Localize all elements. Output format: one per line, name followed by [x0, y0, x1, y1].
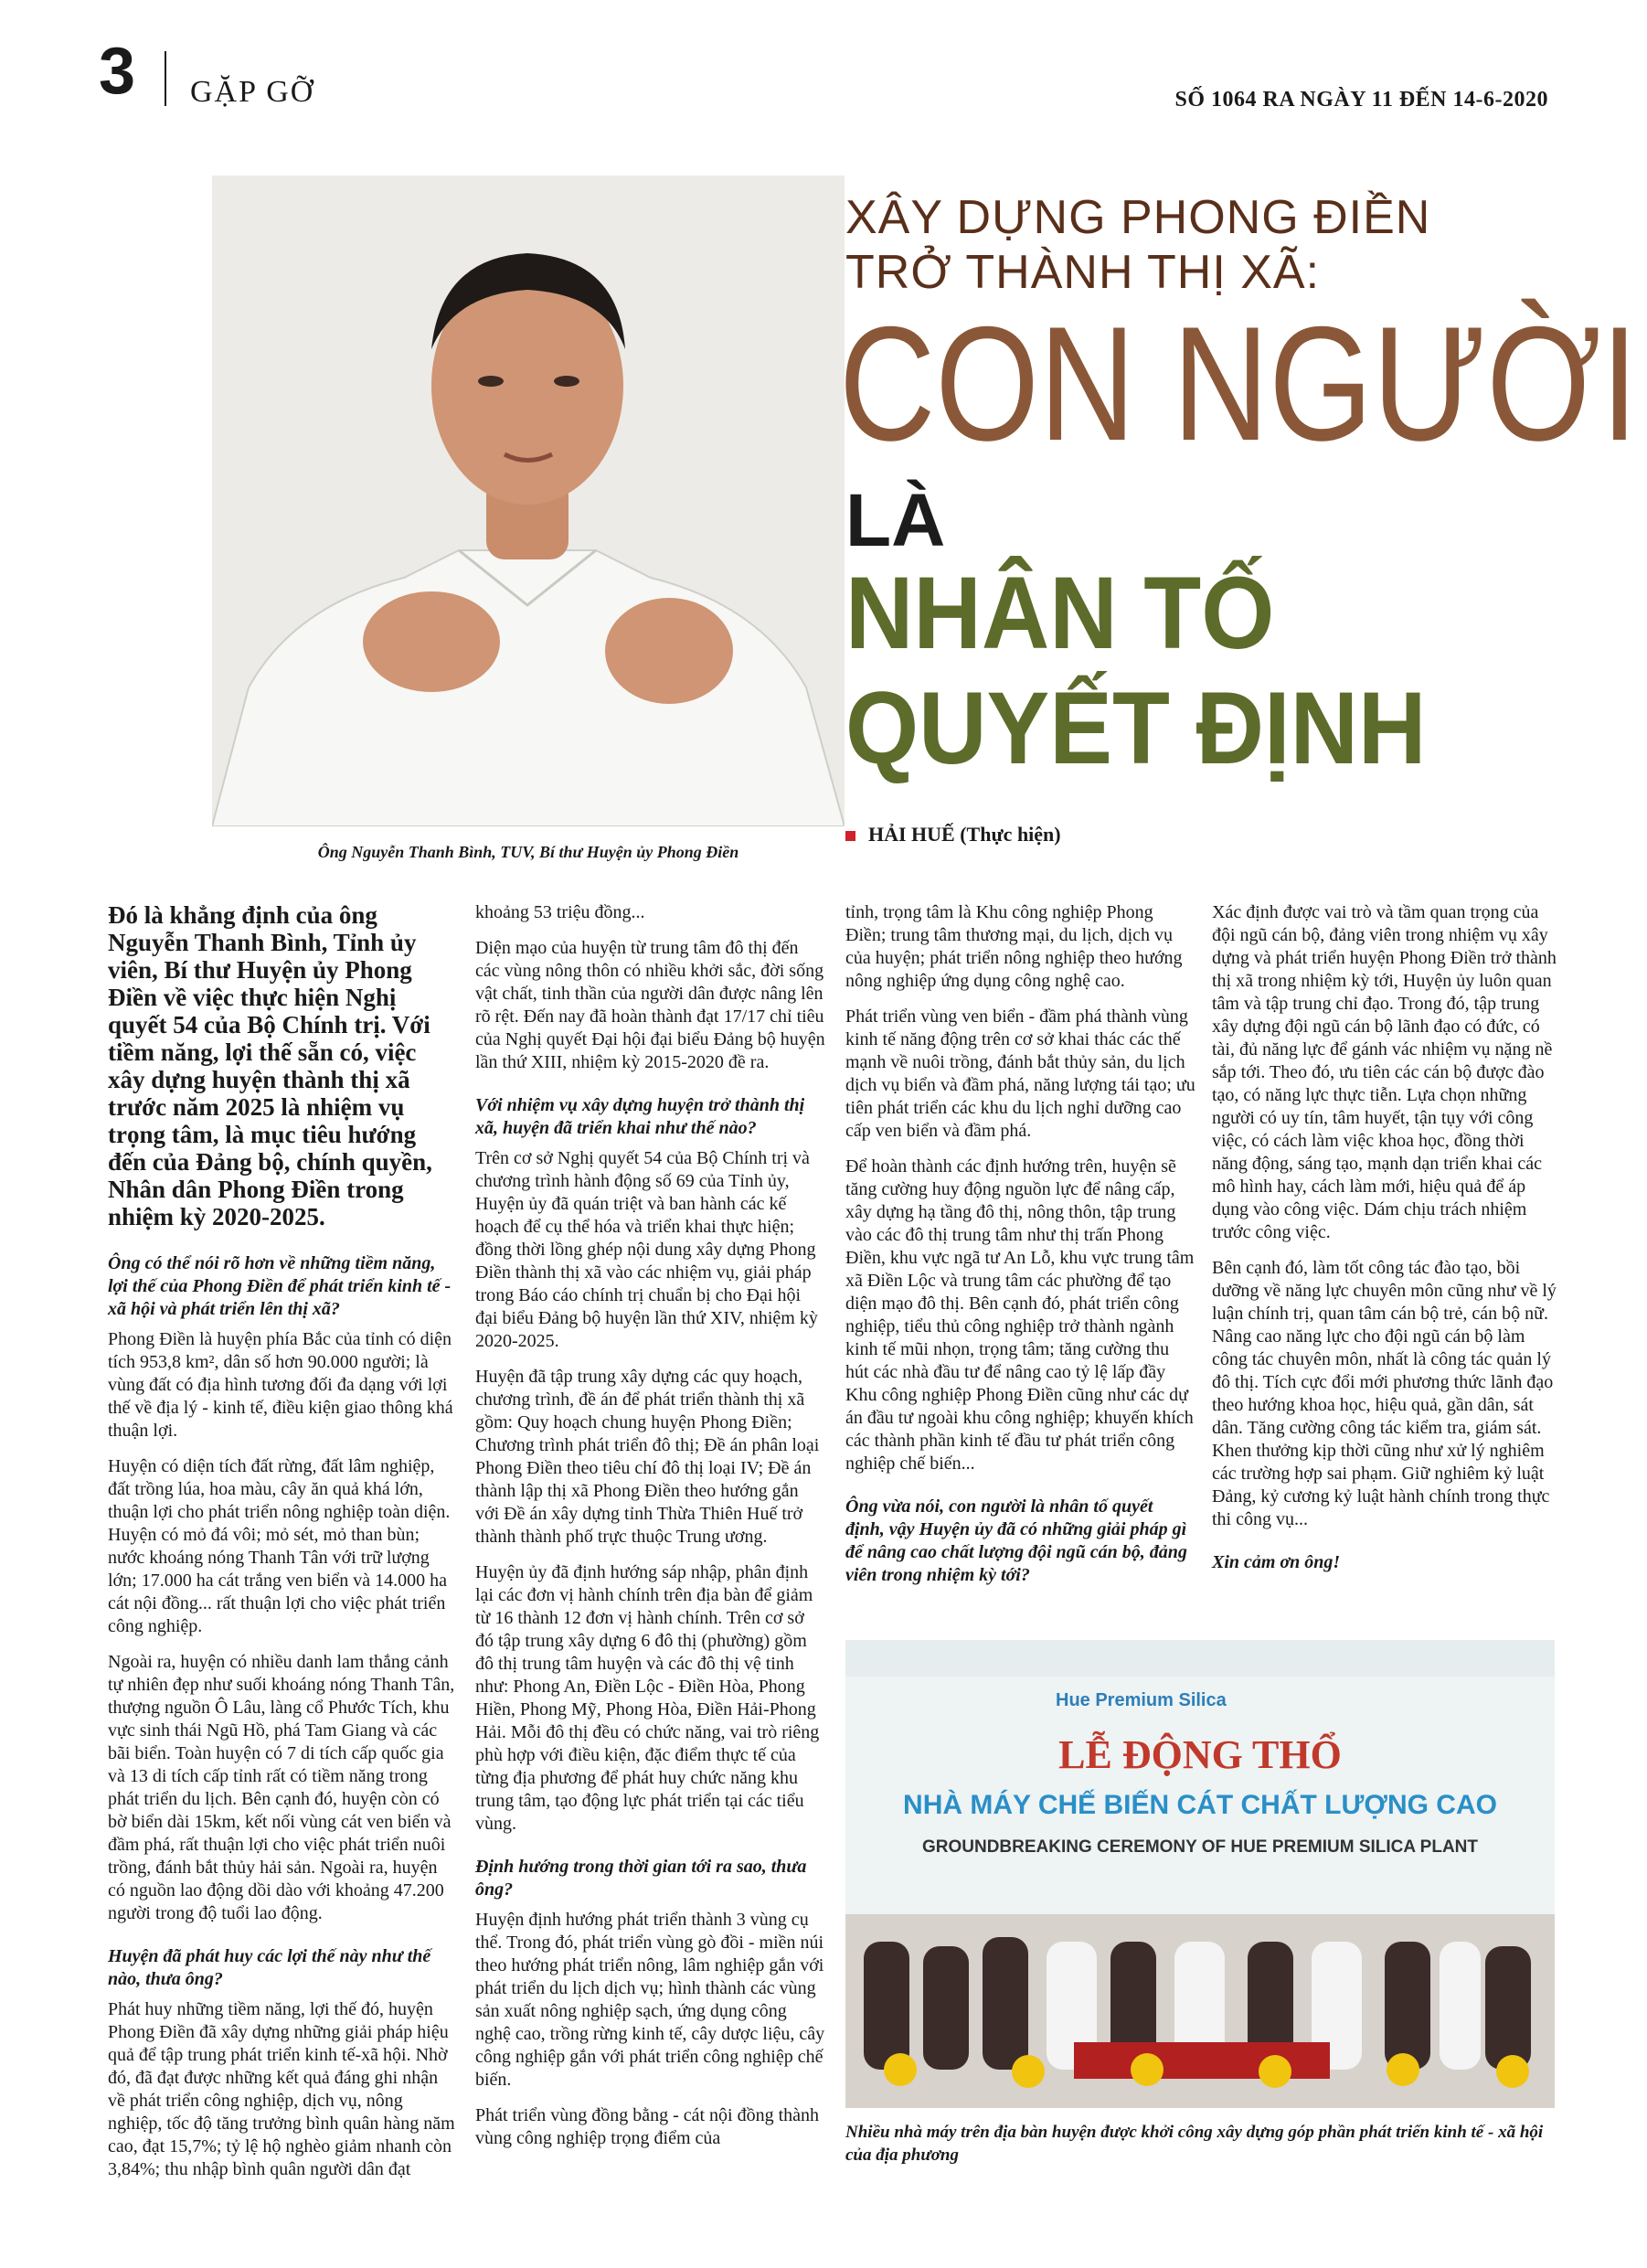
article-paragraph: Phát triển vùng ven biển - đầm phá thành vùng kinh tế năng động trên cơ sở khai thác các thế mạnh về nuôi trồng, đánh bắt thủy sản, du lịch dịch vụ biển và đầm phá, năng lượng tái tạo; ưu tiên phát triển các khu du lịch nghỉ dưỡng cao cấp ven biển và đầm phá. [845, 1006, 1195, 1141]
article-paragraph: Xác định được vai trò và tầm quan trọng của đội ngũ cán bộ, đảng viên trong nhiệm vụ xây dựng và phát triển huyện Phong Điền trở thành thị xã trong nhiệm kỳ tới, Huyện ủy luôn quan tâm và tập trung chỉ đạo. Trong đó, tập trung xây dựng đội ngũ cán bộ lãnh đạo có đức, có tài, đủ năng lực để gánh vác nhiệm vụ nặng nề sắp tới. Theo đó, ưu tiên các cán bộ được đào tạo, có năng lực thực tiễn. Lựa chọn những người có uy tín, tâm huyết, tận tụy với công việc, có cách làm việc khoa học, đồng thời năng động, sáng tạo, mạnh dạn triển khai các mô hình hay, cách làm mới, hiệu quả để áp dụng vào công việc. Dám chịu trách nhiệm trước công việc. [1212, 902, 1557, 1242]
closing-line: Xin cảm ơn ông! [1212, 1552, 1341, 1572]
lead-paragraph: Đó là khẳng định của ông Nguyễn Thanh Bình, Tỉnh ủy viên, Bí thư Huyện ủy Phong Điền về việc thực hiện Nghị quyết 54 của Bộ Chính trị. Với tiềm năng, lợi thế sẵn có, việc xây dựng huyện thành thị xã trước năm 2025 là nhiệm vụ trọng tâm, là mục tiêu hướng đến của Đảng bộ, chính quyền, Nhân dân Phong Điền trong nhiệm kỳ 2020-2025. [108, 901, 432, 1230]
article-paragraph: Ngoài ra, huyện có nhiều danh lam thắng cảnh tự nhiên đẹp như suối khoáng nóng Thanh Tân, thượng nguồn Ô Lâu, làng cổ Phước Tích, khu vực sinh thái Ngũ Hồ, phá Tam Giang và các bãi biển. Toàn huyện có 7 di tích cấp quốc gia và 13 di tích cấp tỉnh rất có tiềm năng trong phát triển du lịch. Bên cạnh đó, huyện còn có bờ biển dài 15km, kết nối vùng cát ven biển và đầm phá, rất thuận lợi cho việc phát triển nuôi trồng, đánh bắt thủy hải sản. Ngoài ra, huyện có nguồn lao động dồi dào với khoảng 47.200 người trong độ tuổi lao động. [108, 1652, 455, 1923]
byline [845, 823, 1061, 847]
kicker-line-2: TRỞ THÀNH THỊ XÃ: [845, 246, 1321, 299]
article-paragraph: Bên cạnh đó, làm tốt công tác đào tạo, bồi dưỡng về năng lực chuyên môn cũng như về lý luận chính trị, quan tâm cán bộ trẻ, cán bộ nữ. Nâng cao năng lực cho đội ngũ cán bộ làm công tác chuyên môn, nhất là công tác quản lý đô thị. Tích cực đổi mới phương thức lãnh đạo theo hướng khoa học, hiệu quả, gần dân, sát dân. Tăng cường công tác kiểm tra, giám sát. Khen thưởng kịp thời cũng như xử lý nghiêm các trường hợp sai phạm. Giữ nghiêm kỷ luật Đảng, kỷ cương kỷ luật hành chính trong thực thi công vụ... [1212, 1258, 1557, 1529]
issue-info: SỐ 1064 RA NGÀY 11 ĐẾN 14-6-2020 [1174, 88, 1548, 112]
ceremony-caption: Nhiều nhà máy trên địa bàn huyện được khởi công xây dựng góp phần phát triển kinh tế - xã hội của địa phương [845, 2123, 1544, 2165]
banner-title: LỄ ĐỘNG THỔ [1058, 1732, 1342, 1777]
banner-subtitle: NHÀ MÁY CHẾ BIẾN CÁT CHẤT LƯỢNG CAO [903, 1790, 1497, 1820]
headline-kicker [845, 190, 1577, 300]
portrait-caption: Ông Nguyễn Thanh Bình, TUV, Bí thư Huyện ủy Phong Điền [317, 843, 739, 861]
headline-main: CON NGƯỜI [839, 293, 1639, 474]
headline-emphasis-line-1: NHÂN TỐ [845, 556, 1275, 670]
interview-question: Định hướng trong thời gian tới ra sao, thưa ông? [475, 1857, 807, 1900]
interview-question: Ông có thể nói rõ hơn về những tiềm năng, lợi thế của Phong Điền để phát triển kinh tế - xã hội và phát triển lên thị xã? [108, 1253, 452, 1319]
article-paragraph: Huyện có diện tích đất rừng, đất lâm nghiệp, đất trồng lúa, hoa màu, cây ăn quả khá lớn, thuận lợi cho phát triển nông nghiệp toàn diện. Huyện có mỏ đá vôi; mỏ sét, mỏ than bùn; nước khoáng nóng Thanh Tân với trữ lượng lớn; 17.000 ha cát trắng ven biển và 14.000 ha cát nội đồng... rất thuận lợi cho việc phát triển công nghiệp. [108, 1456, 451, 1636]
article-column-1 [108, 901, 459, 2194]
page-number: 3 [99, 35, 136, 108]
header-divider [165, 51, 166, 106]
banner-brand: Hue Premium Silica [1056, 1690, 1227, 1710]
interview-question: Với nhiệm vụ xây dựng huyện trở thành thị xã, huyện đã triển khai như thế nào? [475, 1095, 805, 1138]
interview-question: Ông vừa nói, con người là nhân tố quyết định, vậy Huyện ủy đã có những giải pháp gì để nâng cao chất lượng đội ngũ cán bộ, đảng viên trong nhiệm kỳ tới? [845, 1496, 1187, 1585]
headline-emphasis-line-2: QUYẾT ĐỊNH [845, 671, 1427, 785]
portrait-illustration [212, 176, 845, 826]
headline-connector: LÀ [845, 479, 946, 562]
article-paragraph: Huyện đã tập trung xây dựng các quy hoạch, chương trình, đề án để phát triển thành thị xã gồm: Quy hoạch chung huyện Phong Điền; Chương trình phát triển đô thị; Đề án phân loại Phong Điền theo tiêu chí đô thị loại IV; Đề án thành lập thị xã Phong Điền theo hướng gắn với Đề án xây dựng tỉnh Thừa Thiên Huế trở thành thành phố trực thuộc Trung ương. [475, 1367, 820, 1547]
portrait-photo [212, 176, 845, 826]
article-paragraph: Diện mạo của huyện từ trung tâm đô thị đến các vùng nông thôn có nhiều khởi sắc, đời sống vật chất, tinh thần của người dân được nâng lên rõ rệt. Đến nay đã hoàn thành đạt 17/17 chỉ tiêu của Nghị quyết Đại hội đại biểu Đảng bộ huyện lần thứ XIII, nhiệm kỳ 2015-2020 đề ra. [475, 938, 825, 1072]
article-column-3 [845, 901, 1196, 1594]
article-paragraph: tỉnh, trọng tâm là Khu công nghiệp Phong Điền; trung tâm thương mại, du lịch, dịch vụ của huyện; phát triển nông nghiệp theo hướng nông nghiệp ứng dụng công nghệ cao. [845, 902, 1183, 991]
byline-bullet-icon [845, 831, 855, 841]
article-column-4 [1212, 901, 1559, 1581]
byline-text: HẢI HUẾ (Thực hiện) [868, 823, 1061, 846]
headline-emphasis [845, 556, 1426, 786]
kicker-line-1: XÂY DỰNG PHONG ĐIỀN [845, 191, 1431, 244]
article-paragraph: Trên cơ sở Nghị quyết 54 của Bộ Chính trị và chương trình hành động số 69 của Tỉnh ủy, Huyện ủy đã quán triệt và ban hành các kế hoạch để cụ thể hóa và triển khai thực hiện; đồng thời lồng ghép nội dung xây dựng Phong Điền thành thị xã vào các nhiệm vụ, giải pháp trong Báo cáo chính trị chuẩn bị cho Đại hội đại biểu Đảng bộ huyện lần thứ XIV, nhiệm kỳ 2020-2025. [475, 1148, 818, 1351]
article-paragraph: Phát huy những tiềm năng, lợi thế đó, huyện Phong Điền đã xây dựng những giải pháp hiệu quả để tập trung phát triển kinh tế-xã hội. Nhờ đó, đã đạt được những kết quả đáng ghi nhận về phát triển công nghiệp, dịch vụ, nông nghiệp, tốc độ tăng trưởng bình quân hàng năm cao, đạt 15,7%; tỷ lệ hộ nghèo giảm nhanh còn 3,84%; thu nhập bình quân người dân đạt [108, 1999, 455, 2179]
ceremony-photo [845, 1640, 1555, 2108]
section-title: GẶP GỠ [190, 75, 315, 109]
article-paragraph: Phát triển vùng đồng bằng - cát nội đồng thành vùng công nghiệp trọng điểm của [475, 2105, 820, 2148]
article-paragraph: Phong Điền là huyện phía Bắc của tỉnh có diện tích 953,8 km², dân số hơn 90.000 người; là vùng đất có địa hình tương đối đa dạng với lợi thế về địa lý - kinh tế, điều kiện giao thông khá thuận lợi. [108, 1329, 453, 1441]
article-paragraph: Huyện ủy đã định hướng sáp nhập, phân định lại các đơn vị hành chính trên địa bàn để giảm từ 16 thành 12 đơn vị hành chính. Trên cơ sở đó tập trung xây dựng 6 đô thị (phường) gồm đô thị trung tâm huyện và các đô thị vệ tinh như: Phong An, Điền Lộc - Điền Hòa, Phong Hiền, Phong Mỹ, Phong Hòa, Điền Hải-Phong Hải. Mỗi đô thị đều có chức năng, vai trò riêng phù hợp với điều kiện, đặc điểm thực tế của từng địa phương để phát huy chức năng khu trung tâm, tạo động lực phát triển tại các tiểu vùng. [475, 1562, 820, 1834]
interview-question: Huyện đã phát huy các lợi thế này như thế nào, thưa ông? [108, 1946, 431, 1989]
banner-english: GROUNDBREAKING CEREMONY OF HUE PREMIUM SILICA PLANT [921, 1837, 1479, 1857]
article-paragraph: khoảng 53 triệu đồng... [475, 902, 645, 922]
article-paragraph: Để hoàn thành các định hướng trên, huyện sẽ tăng cường huy động nguồn lực để nâng cấp, xây dựng hạ tầng đô thị, nông thôn, tập trung vào các đô thị trung tâm như thị trấn Phong Điền, khu vực ngã tư An Lỗ, khu vực trung tâm xã Điền Lộc và trung tâm các phường để tạo diện mạo đô thị. Bên cạnh đó, phát triển công nghiệp, tiểu thủ công nghiệp trở thành ngành kinh tế mũi nhọn, trọng tâm; tăng cường thu hút các nhà đầu tư để nâng cao tỷ lệ lấp đầy Khu công nghiệp Phong Điền cũng như các dự án đầu tư ngoài khu công nghiệp; khuyến khích các thành phần kinh tế đầu tư phát triển công nghiệp chế biến... [845, 1156, 1195, 1474]
article-paragraph: Huyện định hướng phát triển thành 3 vùng cụ thể. Trong đó, phát triển vùng gò đồi - miền núi theo hướng phát triển nông, lâm nghiệp gắn với phát triển du lịch dịch vụ; hình thành các vùng sản xuất nông nghiệp sạch, ứng dụng công nghệ cao, trồng rừng kinh tế, cây dược liệu, cây công nghiệp gắn với phát triển công nghiệp chế biến. [475, 1910, 825, 2090]
article-column-2 [475, 901, 826, 2163]
ceremony-illustration [845, 1640, 1555, 2108]
